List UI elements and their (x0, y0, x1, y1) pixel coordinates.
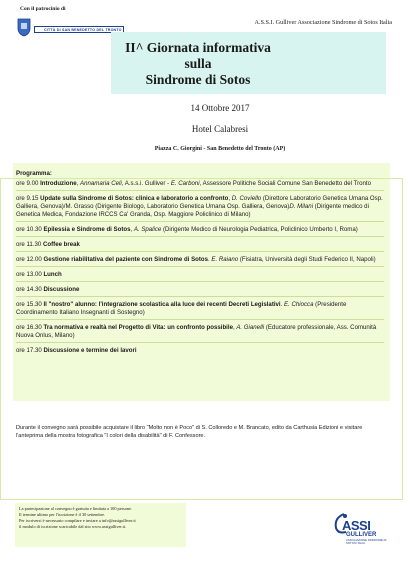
program-item (16, 256, 384, 267)
program-speaker: D. Coviello (231, 195, 262, 202)
program-item (16, 286, 384, 297)
program-time: ore 9.00 (16, 180, 39, 187)
program-detail: (Dirigente Medico di Neurologia Pediatrica, Policlinico Umberto I, Roma) (161, 226, 358, 233)
event-venue: Hotel Calabresi (191, 124, 249, 134)
assi-logo-name: ASSI (342, 518, 371, 533)
notice-line-1: La partecipazione al convegno è gratuita e limitata a 100 persone. (19, 506, 132, 511)
program-time: ore 10.30 (16, 226, 42, 233)
program-speaker: E. Raiano (211, 256, 239, 263)
program-heading: Programma: (16, 170, 52, 177)
city-crest-icon (16, 17, 32, 37)
program-sep: , (228, 195, 232, 202)
notice-line-3: Per iscriversi è necessario compilare e inviare a info@assigulliver.it (19, 518, 136, 524)
program-sep: . (280, 301, 285, 308)
program-speaker: A. Spalice (133, 226, 162, 233)
program-title: Epilessia e Sindrome di Sotos (43, 226, 131, 233)
program (16, 170, 384, 360)
program-title: Introduzione (40, 180, 77, 187)
program-time: ore 13.00 (16, 271, 42, 278)
program-time: ore 11.30 (16, 241, 42, 248)
program-sep: , (232, 324, 237, 331)
program-detail: (Presidente Coordinamento Italiano Insegnanti di Sostegno) (16, 301, 347, 316)
notice-line-2: Il termine ultimo per l'iscrizione è il 30 settembre. (19, 512, 106, 518)
assi-logo-sub: GULLIVER (346, 532, 377, 538)
program-detail: (Direttore Laboratorio Genetica Umana Osp. Galliera, Genova)/M. Grasso (Dirigente Biologo, Laboratorio Genetica Umana Osp. Galliera, Genova) (16, 195, 383, 210)
program-time: ore 15.30 (16, 301, 42, 308)
assi-logo-tagline: ASSOCIAZIONE SINDROME DI SOTOS ITALIA (346, 538, 387, 546)
program-list (16, 180, 384, 355)
program-item (16, 301, 384, 320)
title-line-1: II^ Giornata informativa sulla (125, 40, 271, 71)
program-title: Discussione (43, 286, 80, 293)
registration-notice (19, 506, 185, 530)
program-item (16, 347, 384, 355)
program-speaker: A. Gianelli (236, 324, 265, 331)
footnote: Durante il convegno sarà possibile acquistare il libro "Molto non è Poco" di S. Colloredo e M. Brancato, edito da Carthusia Edizioni e visitare l'anteprima della mostra fotografica "I colori della disabilità" di F. Confessore. (16, 425, 363, 439)
program-detail: , A.s.s.i. Gulliver - (121, 180, 171, 187)
program-item (16, 271, 384, 282)
program-title: Coffee break (43, 241, 80, 248)
program-detail: (Fisiatra, Università degli Studi Federico II, Napoli) (238, 256, 376, 263)
city-name: CITTÀ DI SAN BENEDETTO DEL TRONTO (44, 28, 122, 32)
program-title: Discussione e termine dei lavori (43, 347, 137, 354)
program-time: ore 14.30 (16, 286, 42, 293)
program-speaker: E. Chiocca (284, 301, 314, 308)
program-title: Gestione riabilitativa del paziente con Sindrome di Sotos (43, 256, 209, 263)
program-title: Tra normativa e realtà nel Progetto di Vita: un confronto possibile (43, 324, 233, 331)
program-detail: (Dirigente medico di Genetica Medica, Fondazione IRCCS Ca' Granda, Osp. Maggiore Policlinico di Milano) (16, 203, 369, 218)
program-sep: , (130, 226, 134, 233)
program-time: ore 9.15 (16, 195, 39, 202)
program-title: Update sulla Sindrome di Sotos: clinica e laboratorio a confronto (40, 195, 229, 202)
event-address: Piazza C. Giorgini - San Benedetto del Tronto (AP) (154, 146, 286, 152)
program-item (16, 180, 384, 191)
program-speaker: D. Milani (289, 203, 314, 210)
program-sep: . (208, 256, 212, 263)
program-title: Il "nostro" alunno: l'integrazione scolastica alla luce dei recenti Decreti Legislativi (43, 301, 281, 308)
title-line-2: Sindrome di Sotos (145, 72, 251, 87)
program-item (16, 241, 384, 252)
program-item (16, 195, 384, 222)
program-speaker: Annamaria Celi (80, 180, 122, 187)
program-speaker: E. Carboni (170, 180, 200, 187)
program-detail: (Educatore professionale, Ass. Comunità Nuova Onlus, Milano) (16, 324, 377, 339)
program-time: ore 17.30 (16, 347, 42, 354)
program-item (16, 226, 384, 237)
association-name: A.S.S.I. Gulliver Associazione Sindrome di Sotos Italia (254, 19, 392, 26)
program-title: Lunch (43, 271, 62, 278)
event-date: 14 Ottobre 2017 (190, 103, 250, 113)
assi-gulliver-logo (330, 512, 396, 552)
program-time: ore 12.00 (16, 256, 42, 263)
notice-line-4: il modulo di iscrizione scaricabile dal sito www.assigulliver.it. (19, 524, 127, 530)
program-detail: , Assessore Politiche Sociali Comune San Benedetto del Tronto (199, 180, 372, 187)
program-item (16, 324, 384, 343)
program-sep: , (76, 180, 81, 187)
page-title (110, 40, 286, 88)
patronage-label: Con il patrocinio di (20, 6, 66, 12)
program-time: ore 16.30 (16, 324, 42, 331)
